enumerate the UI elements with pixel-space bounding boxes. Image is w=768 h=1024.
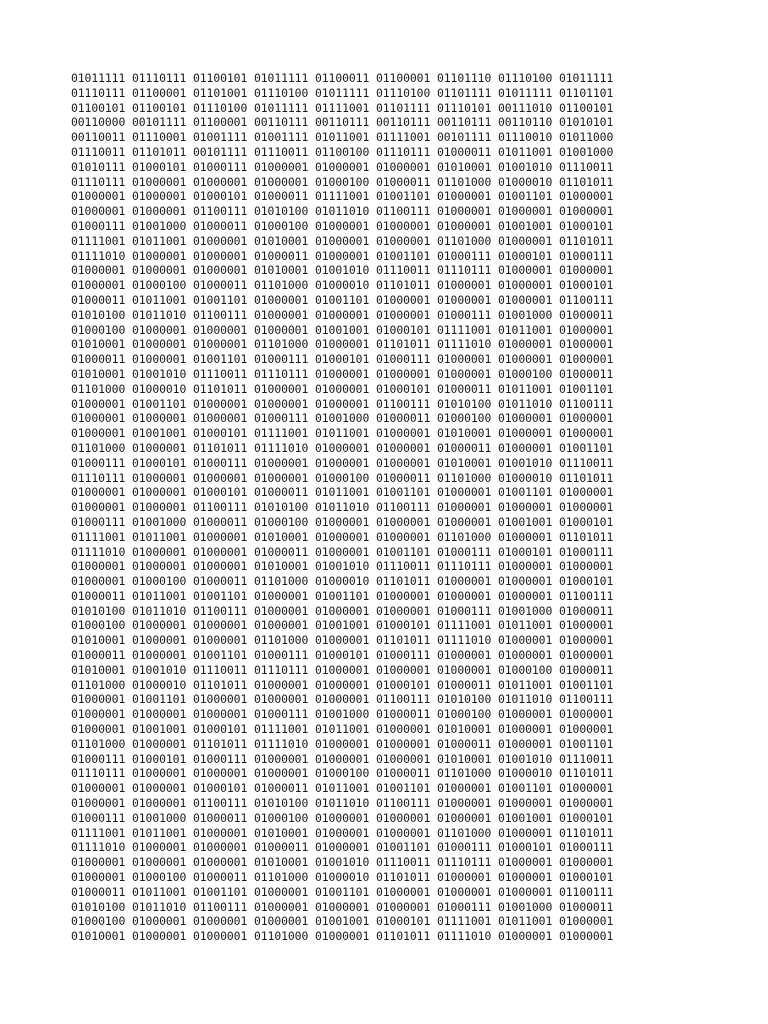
binary-text-line: 01000001 01000100 01000011 01101000 01000010 01101011 01000001 01000001 01000101 [71,574,614,589]
binary-text-line: 01000011 01000001 01001101 01000111 01000101 01000111 01000001 01000001 01000001 [71,648,614,663]
binary-text-line: 01110111 01000001 01000001 01000001 01000100 01000011 01101000 01000010 01101011 [71,766,614,781]
binary-text-line: 01111001 01011001 01000001 01010001 01000001 01000001 01101000 01000001 01101011 [71,233,614,248]
binary-text-line: 01000001 01000001 01000001 01010001 01001010 01110011 01110111 01000001 01000001 [71,855,614,870]
binary-text-line: 01000001 01000001 01000101 01000011 01111001 01001101 01000001 01001101 01000001 [71,189,614,204]
binary-text-line: 01100101 01100101 01110100 01011111 01111001 01101111 01110101 00111010 01100101 [71,100,614,115]
binary-text-line: 01110111 01000001 01000001 01000001 01000100 01000011 01101000 01000010 01101011 [71,174,614,189]
binary-text-line: 01000001 01000001 01000001 01000111 01001000 01000011 01000100 01000001 01000001 [71,707,614,722]
binary-text-line: 01111010 01000001 01000001 01000011 01000001 01001101 01000111 01000101 01000111 [71,840,614,855]
binary-text-line: 01000001 01001101 01000001 01000001 01000001 01100111 01010100 01011010 01100111 [71,396,614,411]
binary-text-line: 01101000 01000001 01101011 01111010 01000001 01000001 01000011 01000001 01001101 [71,440,614,455]
binary-text-line: 00110011 01110001 01001111 01001111 01011001 01111001 00101111 01110010 01011000 [71,130,614,145]
binary-text-line: 01000011 01000001 01001101 01000111 01000101 01000111 01000001 01000001 01000001 [71,352,614,367]
binary-text-line: 01000111 01000101 01000111 01000001 01000001 01000001 01010001 01001010 01110011 [71,455,614,470]
binary-text-line: 01000001 01000001 01100111 01010100 01011010 01100111 01000001 01000001 01000001 [71,204,614,219]
binary-text-line: 01000001 01000001 01000101 01000011 01011001 01001101 01000001 01001101 01000001 [71,781,614,796]
binary-text-line: 01000100 01000001 01000001 01000001 01001001 01000101 01111001 01011001 01000001 [71,618,614,633]
binary-text-line: 01000001 01001001 01000101 01111001 01011001 01000001 01010001 01000001 01000001 [71,722,614,737]
binary-text-line: 01010111 01000101 01000111 01000001 01000001 01000001 01010001 01001010 01110011 [71,159,614,174]
binary-text-line: 01010001 01000001 01000001 01101000 01000001 01101011 01111010 01000001 01000001 [71,337,614,352]
binary-text-line: 01000111 01001000 01000011 01000100 01000001 01000001 01000001 01001001 01000101 [71,218,614,233]
binary-text-line: 01010001 01001010 01110011 01110111 01000001 01000001 01000001 01000100 01000011 [71,366,614,381]
binary-text-line: 01000100 01000001 01000001 01000001 01001001 01000101 01111001 01011001 01000001 [71,322,614,337]
binary-text-line: 01101000 01000010 01101011 01000001 01000001 01000101 01000011 01011001 01001101 [71,381,614,396]
binary-text-line: 01111001 01011001 01000001 01010001 01000001 01000001 01101000 01000001 01101011 [71,529,614,544]
binary-text-line: 01010100 01011010 01100111 01000001 01000001 01000001 01000111 01001000 01000011 [71,307,614,322]
binary-text-line: 01000011 01011001 01001101 01000001 01001101 01000001 01000001 01000001 01100111 [71,292,614,307]
binary-text-line: 01010100 01011010 01100111 01000001 01000001 01000001 01000111 01001000 01000011 [71,603,614,618]
binary-text-line: 01010001 01001010 01110011 01110111 01000001 01000001 01000001 01000100 01000011 [71,662,614,677]
binary-text-line: 01111010 01000001 01000001 01000011 01000001 01001101 01000111 01000101 01000111 [71,544,614,559]
binary-text-line: 01000001 01000001 01100111 01010100 01011010 01100111 01000001 01000001 01000001 [71,500,614,515]
binary-text-line: 01000011 01011001 01001101 01000001 01001101 01000001 01000001 01000001 01100111 [71,884,614,899]
binary-text-line: 01101000 01000010 01101011 01000001 01000001 01000101 01000011 01011001 01001101 [71,677,614,692]
binary-text-line: 01000100 01000001 01000001 01000001 01001001 01000101 01111001 01011001 01000001 [71,914,614,929]
binary-text-line: 01000001 01000100 01000011 01101000 01000010 01101011 01000001 01000001 01000101 [71,870,614,885]
binary-text-line: 01000001 01000001 01000001 01000111 01001000 01000011 01000100 01000001 01000001 [71,411,614,426]
binary-text-line: 01000001 01000001 01000101 01000011 01011001 01001101 01000001 01001101 01000001 [71,485,614,500]
binary-text-line: 01010001 01000001 01000001 01101000 01000001 01101011 01111010 01000001 01000001 [71,929,614,944]
binary-text-line: 01000011 01011001 01001101 01000001 01001101 01000001 01000001 01000001 01100111 [71,588,614,603]
binary-text-line: 01110111 01000001 01000001 01000001 01000100 01000011 01101000 01000010 01101011 [71,470,614,485]
binary-text-line: 01000111 01000101 01000111 01000001 01000001 01000001 01010001 01001010 01110011 [71,751,614,766]
binary-text-block [71,71,613,944]
binary-text-line: 01000111 01001000 01000011 01000100 01000001 01000001 01000001 01001001 01000101 [71,514,614,529]
binary-text-line: 01110111 01100001 01101001 01110100 01011111 01110100 01101111 01011111 01101101 [71,85,614,100]
binary-text-line: 01111010 01000001 01000001 01000011 01000001 01001101 01000111 01000101 01000111 [71,248,614,263]
binary-text-line: 01000111 01001000 01000011 01000100 01000001 01000001 01000001 01001001 01000101 [71,810,614,825]
binary-text-line: 01000001 01000001 01000001 01010001 01001010 01110011 01110111 01000001 01000001 [71,263,614,278]
binary-text-line: 01011111 01110111 01100101 01011111 01100011 01100001 01101110 01110100 01011111 [71,71,614,85]
binary-text-line: 01110011 01101011 00101111 01110011 01100100 01110111 01000011 01011001 01001000 [71,144,614,159]
binary-text-line: 01000001 01000100 01000011 01101000 01000010 01101011 01000001 01000001 01000101 [71,278,614,293]
binary-text-line: 00110000 00101111 01100001 00110111 00110111 00110111 00110111 00110110 01010101 [71,115,614,130]
binary-text-line: 01010100 01011010 01100111 01000001 01000001 01000001 01000111 01001000 01000011 [71,899,614,914]
binary-text-line: 01010001 01000001 01000001 01101000 01000001 01101011 01111010 01000001 01000001 [71,633,614,648]
binary-text-line: 01000001 01000001 01000001 01010001 01001010 01110011 01110111 01000001 01000001 [71,559,614,574]
binary-text-line: 01000001 01001101 01000001 01000001 01000001 01100111 01010100 01011010 01100111 [71,692,614,707]
binary-text-line: 01000001 01001001 01000101 01111001 01011001 01000001 01010001 01000001 01000001 [71,426,614,441]
binary-text-line: 01000001 01000001 01100111 01010100 01011010 01100111 01000001 01000001 01000001 [71,796,614,811]
binary-text-line: 01111001 01011001 01000001 01010001 01000001 01000001 01101000 01000001 01101011 [71,825,614,840]
binary-text-line: 01101000 01000001 01101011 01111010 01000001 01000001 01000011 01000001 01001101 [71,736,614,751]
